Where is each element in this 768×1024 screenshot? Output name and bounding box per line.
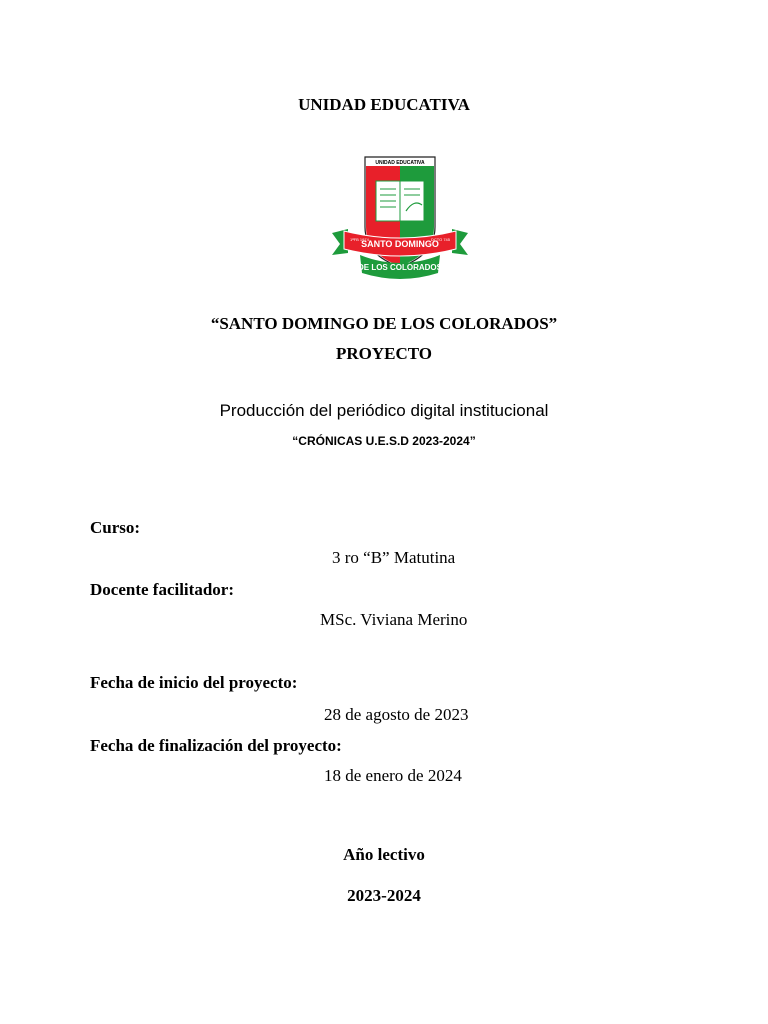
school-crest-icon: [330, 155, 470, 283]
logo-ribbon-left: 1ªFB 1974: [350, 237, 369, 242]
logo-ribbon-main: SANTO DOMINGO: [361, 239, 439, 249]
project-subtitle: “CRÓNICAS U.E.S.D 2023-2024”: [292, 434, 476, 448]
school-year-label: Año lectivo: [343, 845, 425, 864]
logo-top-text: UNIDAD EDUCATIVA: [375, 160, 425, 166]
end-date-label: Fecha de finalización del proyecto:: [90, 736, 342, 755]
course-value: 3 ro “B” Matutina: [332, 548, 456, 567]
start-date-label: Fecha de inicio del proyecto:: [90, 673, 298, 692]
course-label: Curso:: [90, 518, 141, 537]
school-name-heading: “SANTO DOMINGO DE LOS COLORADOS”: [210, 314, 558, 333]
institution-type-heading: UNIDAD EDUCATIVA: [298, 95, 470, 114]
school-logo: [330, 155, 470, 283]
end-date-value: 18 de enero de 2024: [324, 766, 462, 785]
school-year-value: 2023-2024: [347, 886, 421, 905]
logo-ribbon-right: DCTO 745: [430, 237, 450, 242]
teacher-value: MSc. Viviana Merino: [320, 610, 468, 629]
project-name: Producción del periódico digital institucional: [219, 401, 549, 420]
start-date-value: 28 de agosto de 2023: [324, 705, 469, 724]
document-type-heading: PROYECTO: [335, 344, 433, 363]
teacher-label: Docente facilitador:: [90, 580, 234, 599]
logo-ribbon-sub: DE LOS COLORADOS: [357, 263, 443, 272]
